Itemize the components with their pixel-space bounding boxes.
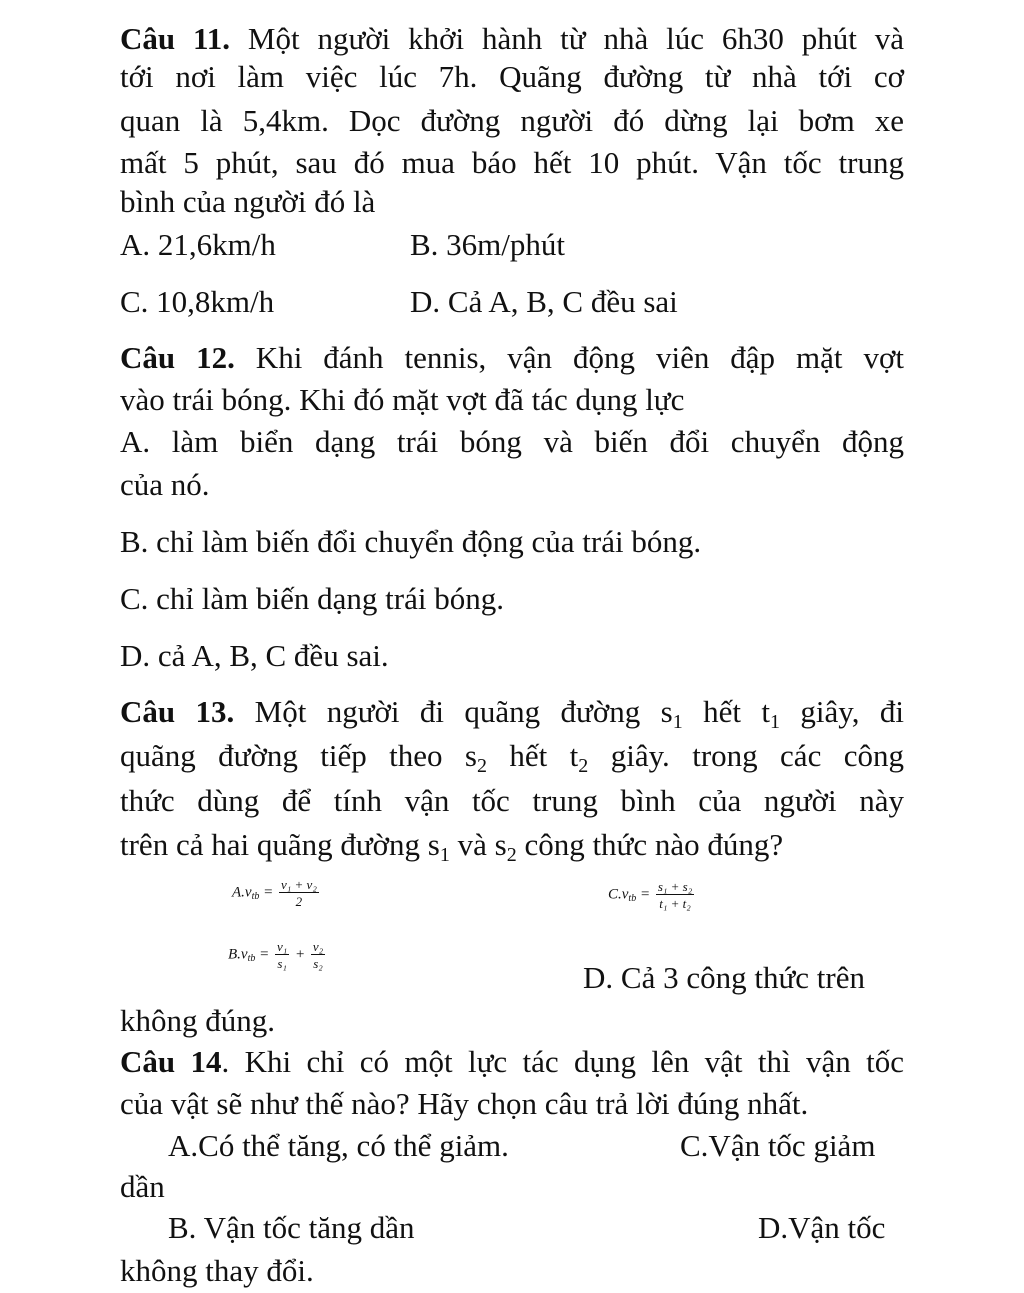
q11-line-5: bình của người đó là (120, 184, 376, 219)
q13-formula-a: $A.v_{tb}$ = $\frac{\text{v₁ + v₂}}{2}$ (232, 877, 317, 909)
q12-option-a-line-2: của nó. (120, 467, 210, 502)
q13-line-2: quãng đường tiếp theo s2 hết t2 giây. trong các công (120, 738, 904, 777)
q14-option-d-line-2: không thay đổi. (120, 1253, 314, 1288)
q11-option-d: D. Cả A, B, C đều sai (410, 284, 678, 319)
q12-option-d: D. cả A, B, C đều sai. (120, 638, 389, 673)
q14-line-2: của vật sẽ như thế nào? Hãy chọn câu trả lời đúng nhất. (120, 1086, 809, 1121)
q13-line-3: thức dùng để tính vận tốc trung bình của người này (120, 783, 904, 818)
q13-formula-b-fraction-1: $\frac{\text{v₁}}{\text{s₁}}$ (276, 939, 288, 971)
q11-option-c: C. 10,8km/h (120, 284, 275, 319)
q13-formula-a-fraction: $\frac{\text{v₁ + v₂}}{2}$ (280, 877, 317, 909)
q12-option-a-line-1: A. làm biển dạng trái bóng và biến đổi chuyển động (120, 424, 904, 459)
q14-option-b: B. Vận tốc tăng dần (168, 1210, 415, 1245)
q14-option-c-line-2: dần (120, 1169, 165, 1204)
q12-label: Câu 12. (120, 340, 235, 375)
q11-label: Câu 11. (120, 21, 231, 56)
q11-option-b: B. 36m/phút (410, 227, 566, 262)
q13-line-4: trên cả hai quãng đường s1 và s2 công thức nào đúng? (120, 827, 784, 866)
q13-option-d-line-1: D. Cả 3 công thức trên (583, 960, 865, 995)
q14-option-c-line-1: C.Vận tốc giảm (680, 1128, 876, 1163)
q12-line-2: vào trái bóng. Khi đó mặt vợt đã tác dụng lực (120, 382, 685, 417)
q12-line-1: Câu 12. Khi đánh tennis, vận động viên đập mặt vợt (120, 340, 904, 375)
q12-option-c: C. chỉ làm biến dạng trái bóng. (120, 581, 504, 616)
q14-option-a: A.Có thể tăng, có thể giảm. (168, 1128, 509, 1163)
q11-line-4: mất 5 phút, sau đó mua báo hết 10 phút. Vận tốc trung (120, 145, 904, 180)
q12-option-b: B. chỉ làm biến đổi chuyển động của trái bóng. (120, 524, 702, 559)
q13-label: Câu 13. (120, 694, 235, 729)
q13-formula-b-fraction-2: $\frac{\text{v₂}}{\text{s₂}}$ (312, 939, 324, 971)
q14-option-d-line-1: D.Vận tốc (758, 1210, 886, 1245)
q11-line-3: quan là 5,4km. Dọc đường người đó dừng lại bơm xe (120, 103, 904, 138)
q11-line-2: tới nơi làm việc lúc 7h. Quãng đường từ nhà tới cơ (120, 59, 904, 94)
q11-line-1: Câu 11. Một người khởi hành từ nhà lúc 6h30 phút và (120, 21, 904, 56)
q14-line-1: Câu 14. Khi chỉ có một lực tác dụng lên vật thì vận tốc (120, 1044, 904, 1079)
q14-label: Câu 14 (120, 1044, 222, 1079)
q13-formula-b: $B.v_{tb}$ = $\frac{\text{v₁}}{\text{s₁}}$ + $\frac{\text{v₂}}{\text{s₂}}$ (228, 939, 324, 971)
q13-formula-c: $C.v_{tb}$ = $\frac{\text{s₁ + s₂}}{\text{t₁ + t₂}}$ (608, 879, 693, 911)
q13-option-d-line-2: không đúng. (120, 1003, 275, 1038)
q13-line-1: Câu 13. Một người đi quãng đường s1 hết t1 giây, đi (120, 694, 904, 733)
q11-option-a: A. 21,6km/h (120, 227, 276, 262)
q13-formula-c-fraction: $\frac{\text{s₁ + s₂}}{\text{t₁ + t₂}}$ (657, 879, 693, 911)
